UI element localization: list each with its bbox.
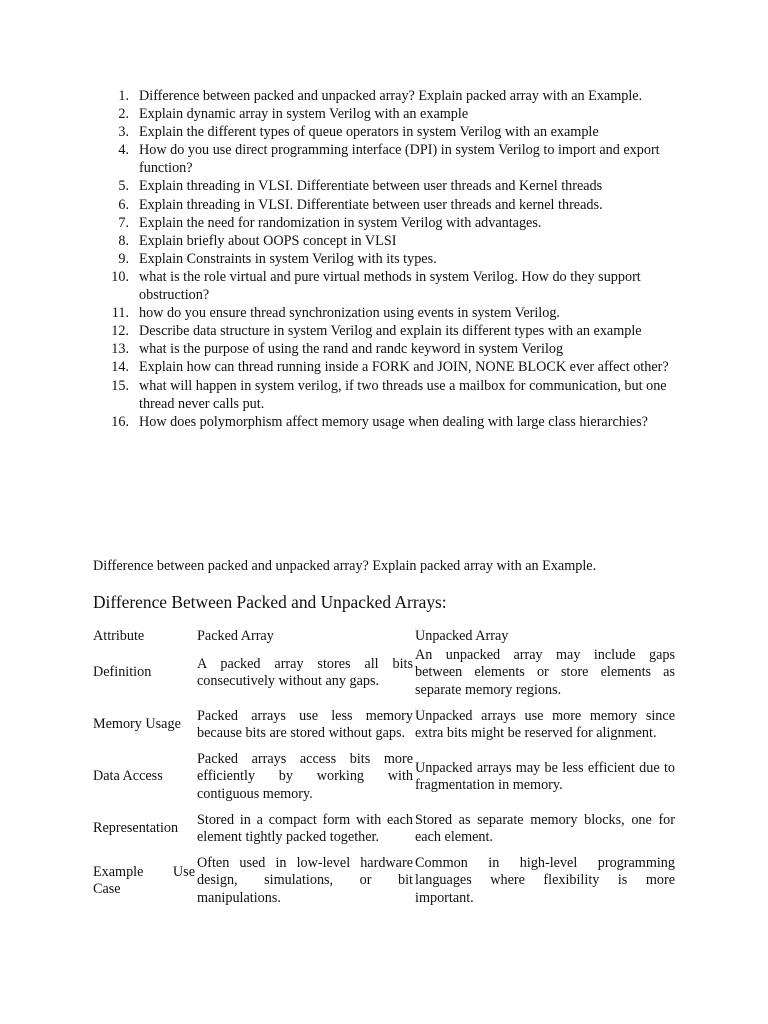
question-number: 4. xyxy=(118,142,129,159)
question-text: Describe data structure in system Verilog and explain its different types with an example xyxy=(139,323,642,340)
question-number: 1. xyxy=(118,88,129,104)
attribute-cell: Example Use Case xyxy=(93,863,195,897)
table-row xyxy=(92,751,676,803)
question-text: How does polymorphism affect memory usage when dealing with large class hierarchies? xyxy=(139,413,648,430)
unpacked-cell: Unpacked arrays use more memory since extra bits might be reserved for alignment. xyxy=(415,707,675,741)
question-text: Explain threading in VLSI. Differentiate between user threads and kernel threads. xyxy=(139,196,603,213)
question-item xyxy=(92,196,682,214)
question-item xyxy=(92,322,682,340)
question-text: how do you ensure thread synchronization using events in system Verilog. xyxy=(139,305,560,322)
question-number: 3. xyxy=(118,124,129,141)
question-item xyxy=(92,250,682,268)
question-text: what is the purpose of using the rand and randc keyword in system Verilog xyxy=(139,341,564,358)
packed-cell: Often used in low-level hardware design, simulations, or bit manipulations. xyxy=(197,855,413,906)
question-number: 14. xyxy=(111,359,129,376)
table-header-row xyxy=(92,627,676,647)
table-row xyxy=(92,855,676,907)
question-item xyxy=(92,340,682,358)
question-item xyxy=(92,358,682,376)
question-item xyxy=(92,123,682,141)
question-number: 6. xyxy=(118,196,129,213)
question-item xyxy=(92,268,682,304)
packed-cell: A packed array stores all bits consecutively without any gaps. xyxy=(197,655,413,689)
question-number: 2. xyxy=(118,106,129,123)
question-number: 8. xyxy=(118,232,129,249)
header-attribute: Attribute xyxy=(93,628,145,645)
question-item xyxy=(92,232,682,250)
section-heading: Difference Between Packed and Unpacked Arrays: xyxy=(93,592,447,612)
unpacked-cell: Unpacked arrays may be less efficient due to fragmentation in memory. xyxy=(415,759,675,793)
question-text: How do you use direct programming interface (DPI) in system Verilog to import and export function? xyxy=(139,142,660,177)
question-text: Explain the need for randomization in system Verilog with advantages. xyxy=(139,214,542,231)
table-row xyxy=(92,699,676,751)
question-number: 13. xyxy=(111,341,129,358)
header-unpacked-array: Unpacked Array xyxy=(415,628,509,645)
table-row xyxy=(92,803,676,855)
question-item xyxy=(92,377,682,413)
question-number: 9. xyxy=(118,250,129,267)
question-item xyxy=(92,105,682,123)
question-text: what will happen in system verilog, if two threads use a mailbox for communication, but one thread never calls put. xyxy=(139,377,667,412)
unpacked-cell: Common in high-level programming languages where flexibility is more important. xyxy=(415,855,675,906)
attribute-cell: Memory Usage xyxy=(93,716,181,733)
question-text: what is the role virtual and pure virtual methods in system Verilog. How do they support obstruction? xyxy=(139,268,641,304)
question-item xyxy=(92,141,682,177)
question-list xyxy=(92,87,682,431)
question-number: 5. xyxy=(118,178,129,195)
question-item xyxy=(92,304,682,322)
packed-cell: Packed arrays access bits more efficiently by working with contiguous memory. xyxy=(197,751,413,802)
question-text: Explain briefly about OOPS concept in VLSI xyxy=(139,232,397,249)
question-text: Explain threading in VLSI. Differentiate between user threads and Kernel threads xyxy=(139,178,603,195)
question-item xyxy=(92,413,682,431)
question-number: 7. xyxy=(118,214,129,231)
question-number: 11. xyxy=(111,305,129,322)
section-question: Difference between packed and unpacked array? Explain packed array with an Example. xyxy=(93,558,597,574)
header-packed-array: Packed Array xyxy=(197,628,274,645)
question-number: 12. xyxy=(111,323,129,340)
question-number: 16. xyxy=(111,413,129,430)
unpacked-cell: An unpacked array may include gaps between elements or store elements as separate memory regions. xyxy=(415,647,675,698)
question-text: Explain the different types of queue operators in system Verilog with an example xyxy=(139,124,599,141)
question-text: Difference between packed and unpacked array? Explain packed array with an Example. xyxy=(139,88,643,104)
attribute-cell: Representation xyxy=(93,820,179,837)
table-row xyxy=(92,647,676,699)
question-item xyxy=(92,214,682,232)
question-text: Explain how can thread running inside a FORK and JOIN, NONE BLOCK ever affect other? xyxy=(139,359,669,376)
unpacked-cell: Stored as separate memory blocks, one for each element. xyxy=(415,811,675,845)
comparison-table xyxy=(92,627,676,907)
question-text: Explain dynamic array in system Verilog with an example xyxy=(139,106,469,123)
question-number: 10. xyxy=(111,268,129,285)
packed-cell: Stored in a compact form with each element tightly packed together. xyxy=(197,811,413,845)
attribute-cell: Data Access xyxy=(93,768,163,785)
question-item xyxy=(92,87,682,105)
attribute-cell: Definition xyxy=(93,664,152,681)
question-number: 15. xyxy=(111,377,129,394)
packed-cell: Packed arrays use less memory because bits are stored without gaps. xyxy=(197,707,413,741)
question-text: Explain Constraints in system Verilog with its types. xyxy=(139,250,437,267)
question-item xyxy=(92,177,682,195)
